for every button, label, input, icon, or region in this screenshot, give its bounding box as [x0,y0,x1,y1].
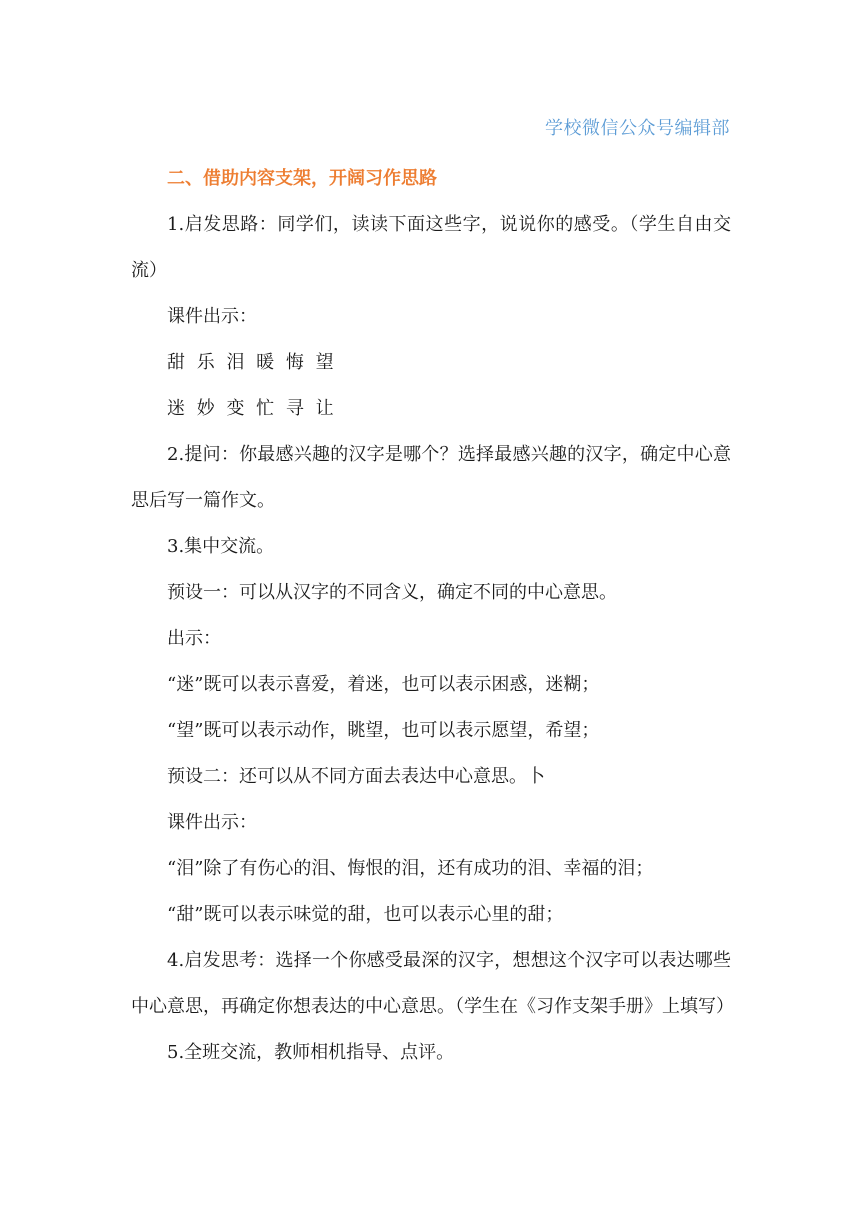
paragraph-2: 课件出示： [167,306,257,327]
paragraph-12: 课件出示： [167,812,257,833]
document-body [131,156,734,1076]
paragraph-6: 3.集中交流。 [167,536,275,557]
paragraph-9: “迷”既可以表示喜爱，着迷，也可以表示困惑，迷糊； [167,674,600,695]
paragraph-11: 预设二：还可以从不同方面去表达中心意思。卜 [167,766,545,787]
paragraph-16: 5.全班交流，教师相机指导、点评。 [167,1042,455,1063]
paragraph-13: “泪”除了有伤心的泪、悔恨的泪，还有成功的泪、幸福的泪； [167,858,654,879]
paragraph-10: “望”既可以表示动作，眺望，也可以表示愿望，希望； [167,720,600,741]
paragraph-8: 出示： [167,628,221,649]
paragraph-5: 2.提问：你最感兴趣的汉字是哪个？选择最感兴趣的汉字，确定中心意思后写一篇作文。 [131,444,731,511]
character-row-1: 甜 乐 泪 暖 悔 望 [167,352,337,373]
page-header: 学校微信公众号编辑部 [545,118,730,139]
paragraph-15: 4.启发思考：选择一个你感受最深的汉字，想想这个汉字可以表达哪些中心意思，再确定你想表达的中心意思。（学生在《习作支架手册》上填写） [131,950,734,1017]
paragraph-14: “甜”既可以表示味觉的甜，也可以表示心里的甜； [167,904,564,925]
section-heading: 二、借助内容支架，开阔习作思路 [167,168,437,189]
character-row-2: 迷 妙 变 忙 寻 让 [167,398,337,419]
paragraph-7: 预设一：可以从汉字的不同含义，确定不同的中心意思。 [167,582,617,603]
paragraph-1: 1.启发思路：同学们，读读下面这些字，说说你的感受。（学生自由交流） [131,214,731,281]
